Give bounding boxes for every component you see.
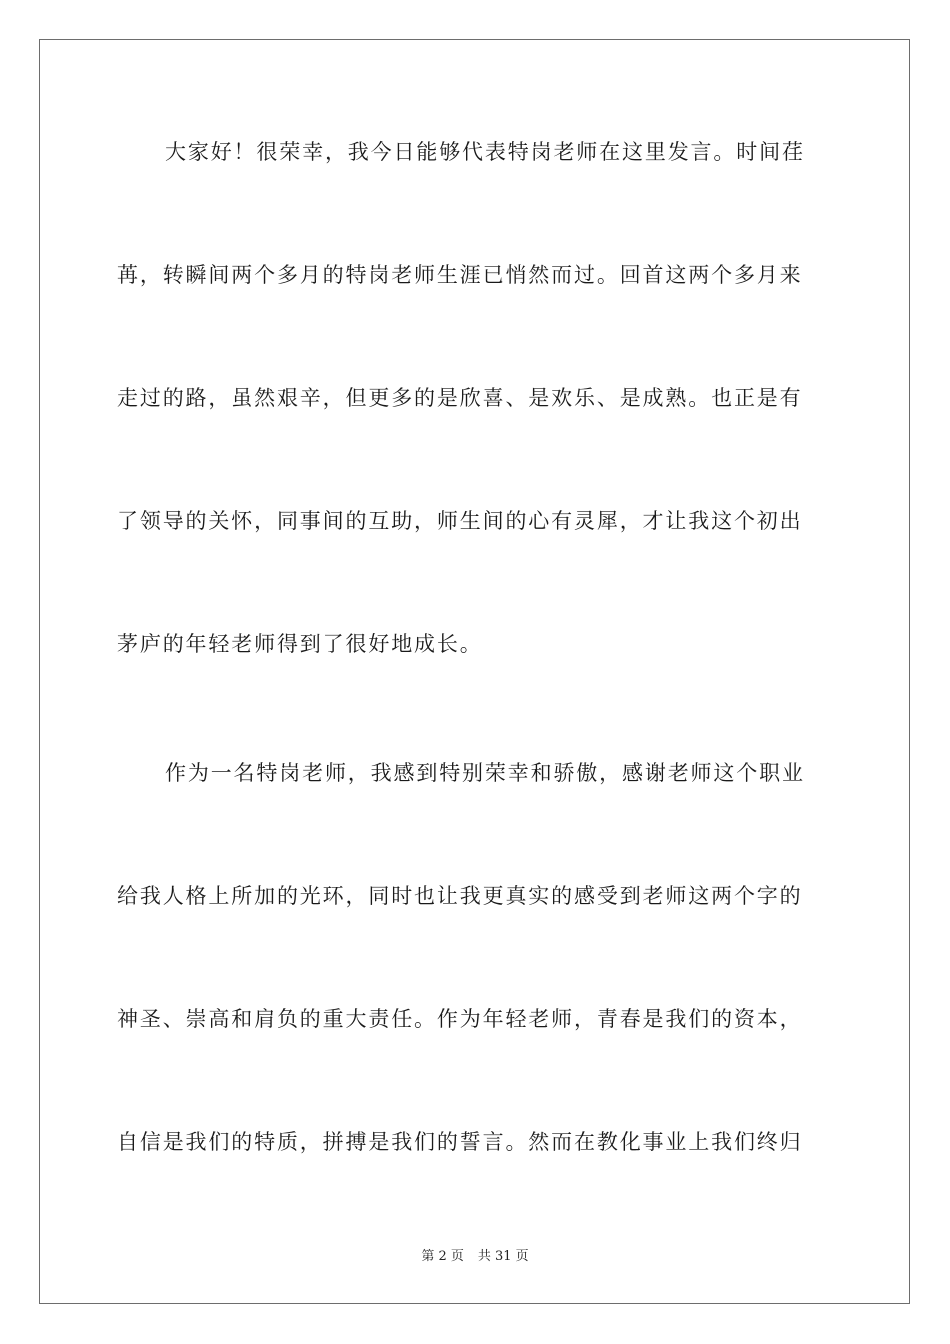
paragraph-1-line-2: 苒，转瞬间两个多月的特岗老师生涯已悄然而过。回首这两个多月来 <box>117 263 803 287</box>
page-border <box>39 39 910 1304</box>
paragraph-2-line-1: 作为一名特岗老师，我感到特别荣幸和骄傲，感谢老师这个职业 <box>165 761 805 785</box>
paragraph-1-line-3: 走过的路，虽然艰辛，但更多的是欣喜、是欢乐、是成熟。也正是有 <box>117 386 803 410</box>
page-footer <box>0 1248 950 1266</box>
page-number: 第 2 页 <box>421 1249 464 1264</box>
paragraph-1-line-5: 茅庐的年轻老师得到了很好地成长。 <box>117 632 483 656</box>
paragraph-2-line-2: 给我人格上所加的光环，同时也让我更真实的感受到老师这两个字的 <box>117 884 803 908</box>
paragraph-2-line-3: 神圣、崇高和肩负的重大责任。作为年轻老师，青春是我们的资本， <box>117 1007 803 1031</box>
paragraph-2-line-4: 自信是我们的特质，拼搏是我们的誓言。然而在教化事业上我们终归 <box>117 1130 803 1154</box>
paragraph-1-line-1: 大家好！很荣幸，我今日能够代表特岗老师在这里发言。时间荏 <box>165 140 805 164</box>
page-total: 共 31 页 <box>477 1249 529 1264</box>
paragraph-1-line-4: 了领导的关怀，同事间的互助，师生间的心有灵犀，才让我这个初出 <box>117 509 803 533</box>
